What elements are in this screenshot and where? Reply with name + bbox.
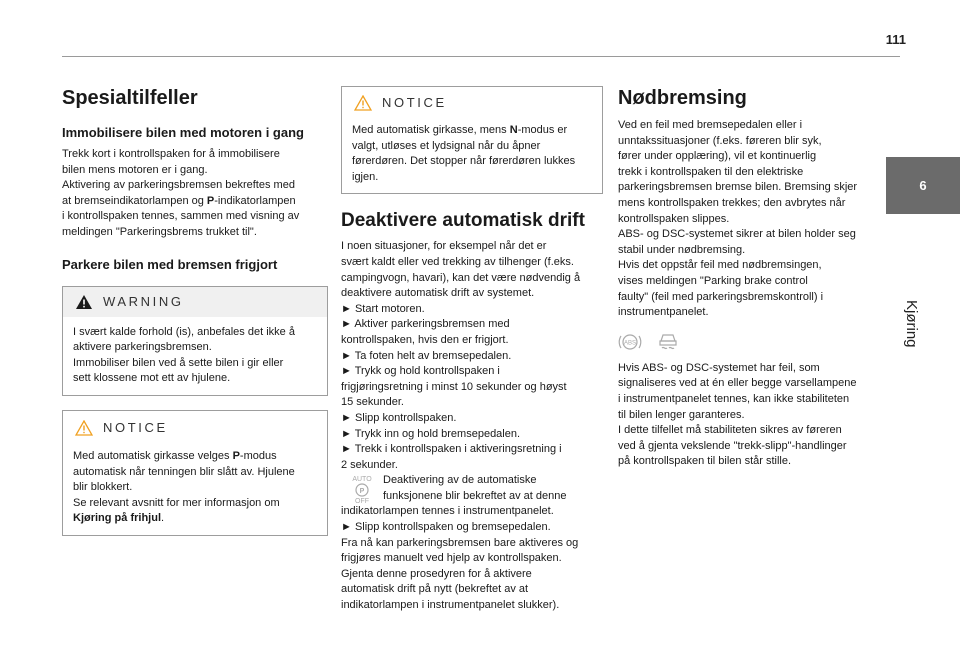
- subsection-immobilise: Immobilisere bilen med motoren i gang: [62, 125, 304, 140]
- page-number: 111: [885, 32, 906, 47]
- notice-label: NOTICE: [382, 95, 447, 111]
- paragraph-emergency-2: ABS- og DSC-systemet sikrer at bilen holder seg stabil under nødbremsing.: [618, 228, 856, 256]
- svg-text:P: P: [359, 488, 365, 496]
- notice-box-neutral: [341, 86, 603, 194]
- notice-text: Med automatisk girkasse, mens N-modus er valgt, utløses et lydsignal når du åpner førerdøren. Det stopper når førerdøren lukkes igjen.: [352, 124, 576, 183]
- paragraph-indicator: indikatorlampen tennes i instrumentpanelet.: [341, 505, 554, 518]
- notice-box-parking: [62, 410, 328, 536]
- auto-off-row: [341, 473, 603, 504]
- step-5: ► Slipp kontrollspaken.: [341, 411, 457, 424]
- caution-icon: [354, 95, 372, 111]
- caution-icon: [75, 420, 93, 436]
- step-4: ► Trykk og hold kontrollspaken i frigjøringsretning i minst 10 sekunder og høyst 15 sekunder.: [341, 365, 567, 409]
- warning-box: [62, 286, 328, 396]
- chapter-title: Kjøring: [903, 300, 920, 348]
- step-6: ► Trykk inn og hold bremsepedalen.: [341, 427, 521, 440]
- notice-header: [63, 411, 327, 445]
- header-divider: [62, 56, 900, 57]
- paragraph-immobilise: Trekk kort i kontrollspaken for å immobilisere bilen mens motoren er i gang. Aktivering av parkeringsbremsen bekreftes med at bremseindikatorlampen og P-indikatorlampen i kontrollspaken tennes, sammen med visning av meldingen "Parkeringsbrems trukket til".: [62, 148, 300, 238]
- warning-lamp-icons: [618, 331, 884, 353]
- paragraph-emergency-1: Ved en feil med bremsepedalen eller i unntakssituasjoner (f.eks. føreren blir syk, fører under opplæring), vil et kontinuerlig trekk i kontrollspaken til den elektriske parkeringsbremsen bremse bilen. Bremsing skjer mens kontrollspaken trekkes; den avbrytes når kontrollspaken slippes.: [618, 119, 858, 225]
- section-title-emergency: Nødbremsing: [618, 87, 747, 109]
- column-middle: [341, 86, 603, 614]
- warning-icon: [75, 294, 93, 310]
- subsection-park-released: Parkere bilen med bremsen frigjort: [62, 256, 278, 272]
- step-8: ► Slipp kontrollspaken og bremsepedalen.: [341, 521, 551, 534]
- section-title-deactivate: Deaktivere automatisk drift: [341, 210, 585, 232]
- step-7: ► Trekk i kontrollspaken i aktiveringsretning i 2 sekunder.: [341, 443, 562, 471]
- notice-header: [342, 87, 602, 119]
- auto-icon-text: AUTO: [352, 476, 372, 484]
- abs-icon-text: ABS: [623, 340, 637, 347]
- warning-text: I svært kalde forhold (is), anbefales det ikke å aktivere parkeringsbremsen. Immobiliser bilen ved å sette bilen i gir eller sett klossene mot ett av hjulene.: [73, 325, 295, 385]
- notice-label: NOTICE: [103, 420, 168, 436]
- paragraph-emergency-4: Hvis ABS- og DSC-systemet har feil, som signaliseres ved at én eller begge varsellampene i instrumentpanelet tennes, kan ikke stabiliteten til bilen lenger garanteres.: [618, 361, 857, 421]
- paragraph-emergency-5: I dette tilfellet må stabiliteten sikres av føreren ved å gjenta vekslende "trekk-slipp"-handlinger på kontrollspaken til bilen står stille.: [618, 424, 847, 468]
- chapter-tab[interactable]: 6: [886, 157, 960, 214]
- step-2: ► Aktiver parkeringsbremsen med kontrollspaken, hvis den er frigjort.: [341, 318, 510, 346]
- column-right: [618, 86, 884, 470]
- step-1: ► Start motoren.: [341, 302, 425, 315]
- column-left: [62, 86, 328, 536]
- off-icon-text: OFF: [355, 498, 369, 505]
- warning-header: [63, 287, 327, 317]
- auto-off-parking-icon: [341, 473, 383, 504]
- abs-icon: [618, 331, 642, 353]
- warning-label: WARNING: [103, 293, 184, 309]
- dsc-skid-icon: [656, 331, 680, 353]
- notice-text: Med automatisk girkasse velges P-modus automatisk når tenningen blir slått av. Hjulene blir blokkert. Se relevant avsnitt for mer informasjon om Kjøring på frihjul.: [73, 449, 295, 525]
- section-title-special-cases: Spesialtilfeller: [62, 87, 198, 109]
- paragraph-emergency-3: Hvis det oppstår feil med nødbremsingen, vises meldingen "Parking brake control faulty" (feil med parkeringsbremskontroll) i instrumentpanelet.: [618, 259, 824, 319]
- paragraph-intro: I noen situasjoner, for eksempel når det er svært kaldt eller ved trekking av tilhenger (f.eks. campingvogn, havari), kan det være nødvendig å deaktivere automatisk drift av systemet.: [341, 240, 581, 300]
- paragraph-outro: Fra nå kan parkeringsbremsen bare aktiveres og frigjøres manuelt ved hjelp av kontrollspaken. Gjenta denne prosedyren for å aktivere automatisk drift på nytt (bekreftet av at indikatorlampen i instrumentpanelet slukker).: [341, 536, 579, 612]
- auto-off-text: Deaktivering av de automatiske funksjonene blir bekreftet av at denne: [383, 474, 567, 502]
- step-3: ► Ta foten helt av bremsepedalen.: [341, 349, 512, 362]
